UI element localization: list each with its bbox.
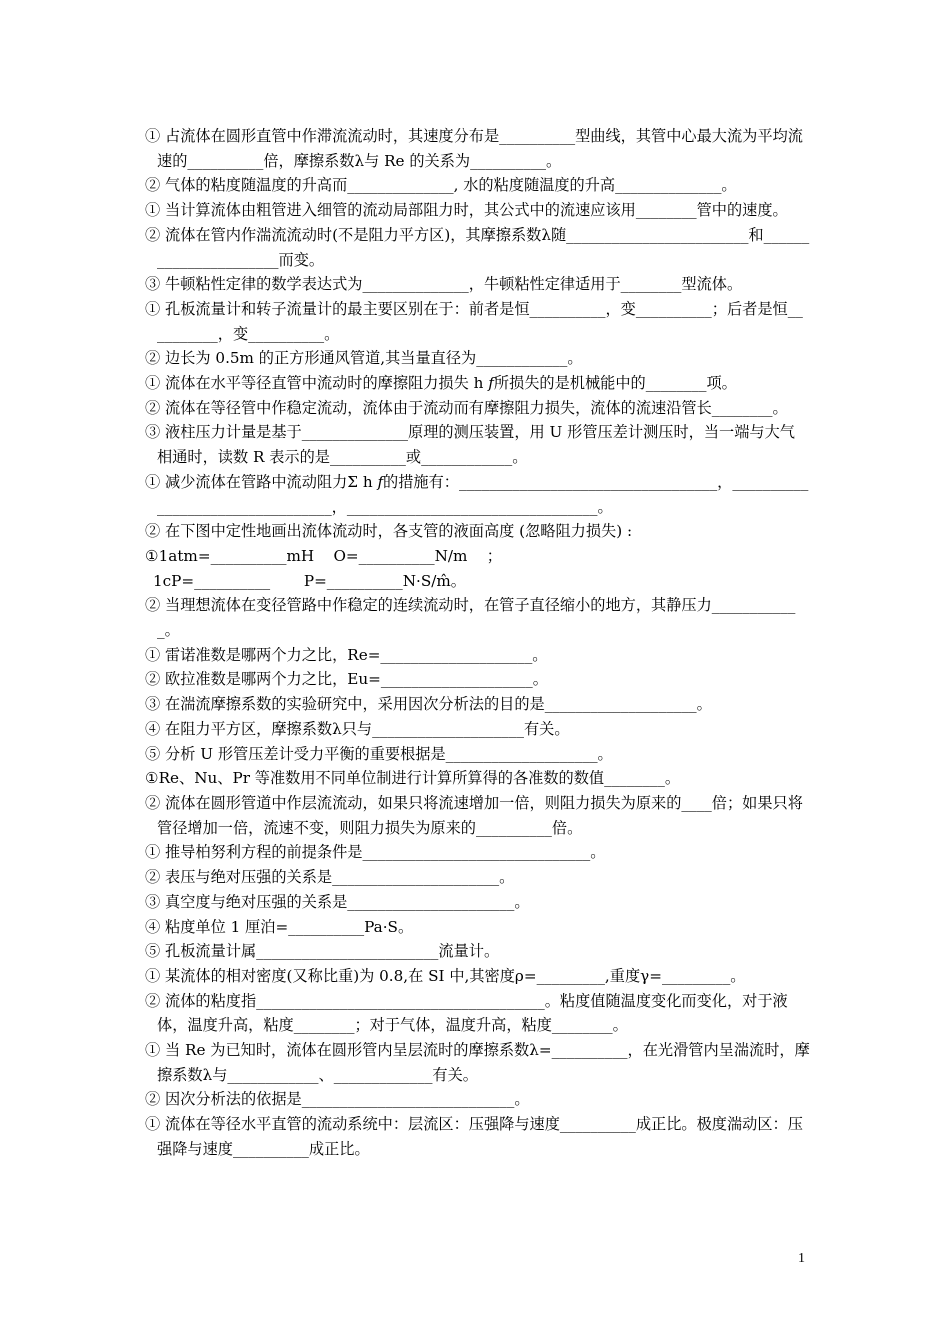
question-6: ① 孔板流量计和转子流量计的最主要区别在于：前者是恒__________，变__________；后者是恒__________，变__________。 bbox=[145, 299, 803, 343]
question-13: ①1atm=__________mH O=__________N/m ； bbox=[145, 546, 502, 565]
question-26: ④ 粘度单位 1 厘泊=__________Pa·S。 bbox=[145, 917, 414, 936]
page-number: 1 bbox=[798, 1251, 805, 1266]
question-16: ① 雷诺准数是哪两个力之比，Re=____________________。 bbox=[145, 645, 548, 664]
question-17: ② 欧拉准数是哪两个力之比，Eu=____________________。 bbox=[145, 670, 548, 689]
question-21: ①Re、Nu、Pr 等准数用不同单位制进行计算所算得的各准数的数值________。 bbox=[145, 769, 681, 788]
question-22: ② 流体在圆形管道中作层流流动，如果只将流速增加一倍，则阻力损失为原来的____倍；如果只将管径增加一倍，流速不变，则阻力损失为原来的__________倍。 bbox=[145, 793, 803, 837]
question-5: ③ 牛顿粘性定律的数学表达式为______________，牛顿粘性定律适用于________型流体。 bbox=[145, 275, 743, 294]
question-27: ⑤ 孔板流量计属________________________流量计。 bbox=[145, 942, 500, 961]
question-14: 1cP=__________ P=__________N·S/m̂。 bbox=[153, 571, 466, 590]
question-4: ② 流体在管内作湍流流动时(不是阻力平方区)，其摩擦系数λ随________________________和______________________而变。 bbox=[145, 225, 810, 269]
question-28: ① 某流体的相对密度(又称比重)为 0.8,在 SI 中,其密度ρ=_________,重度γ=_________。 bbox=[145, 966, 746, 985]
question-23: ① 推导柏努利方程的前提条件是______________________________。 bbox=[145, 843, 606, 862]
question-8: ① 流体在水平等径直管中流动时的摩擦阻力损失 h 𝑓所损失的是机械能中的________项。 bbox=[145, 374, 737, 393]
question-list bbox=[145, 124, 810, 1162]
question-24: ② 表压与绝对压强的关系是______________________。 bbox=[145, 868, 515, 887]
question-29: ② 流体的粘度指______________________________________。粘度值随温度变化而变化，对于液体，温度升高，粘度________；对于气体，温度升高，粘度________。 bbox=[145, 991, 788, 1035]
question-2: ② 气体的粘度随温度的升高而______________, 水的粘度随温度的升高______________。 bbox=[145, 176, 737, 195]
question-20: ⑤ 分析 U 形管压差计受力平衡的重要根据是____________________。 bbox=[145, 744, 613, 763]
question-15: ② 当理想流体在变径管路中作稳定的连续流动时，在管子直径缩小的地方，其静压力____________。 bbox=[145, 596, 796, 640]
question-12: ② 在下图中定性地画出流体流动时，各支管的液面高度 (忽略阻力损失) : bbox=[145, 522, 633, 541]
question-32: ① 流体在等径水平直管的流动系统中：层流区：压强降与速度__________成正比。极度湍动区：压强降与速度__________成正比。 bbox=[145, 1115, 803, 1158]
question-11: ① 减少流体在管路中流动阻力Σ h 𝑓的措施有：__________________________________，_________________________________，_________________________________。 bbox=[145, 472, 809, 516]
question-3: ① 当计算流体由粗管进入细管的流动局部阻力时，其公式中的流速应该用________管中的速度。 bbox=[145, 201, 788, 220]
question-19: ④ 在阻力平方区，摩擦系数λ只与____________________有关。 bbox=[145, 719, 570, 738]
question-31: ② 因次分析法的依据是____________________________。 bbox=[145, 1090, 530, 1109]
question-30: ① 当 Re 为已知时，流体在圆形管内呈层流时的摩擦系数λ=__________，在光滑管内呈湍流时，摩擦系数λ与____________、_____________有关。 bbox=[145, 1041, 810, 1084]
question-7: ② 边长为 0.5m 的正方形通风管道,其当量直径为____________。 bbox=[145, 349, 583, 368]
question-9: ② 流体在等径管中作稳定流动，流体由于流动而有摩擦阻力损失，流体的流速沿管长________。 bbox=[145, 398, 788, 417]
question-25: ③ 真空度与绝对压强的关系是______________________。 bbox=[145, 892, 530, 911]
question-10: ③ 液柱压力计量是基于______________原理的测压装置，用 U 形管压差计测压时，当一端与大气相通时，读数 R 表示的是__________或____________。 bbox=[145, 423, 795, 467]
question-1: ① 占流体在圆形直管中作滞流流动时，其速度分布是__________型曲线，其管中心最大流为平均流速的__________倍，摩擦系数λ与 Re 的关系为__________。 bbox=[145, 127, 803, 170]
question-18: ③ 在湍流摩擦系数的实验研究中，采用因次分析法的目的是____________________。 bbox=[145, 695, 712, 714]
